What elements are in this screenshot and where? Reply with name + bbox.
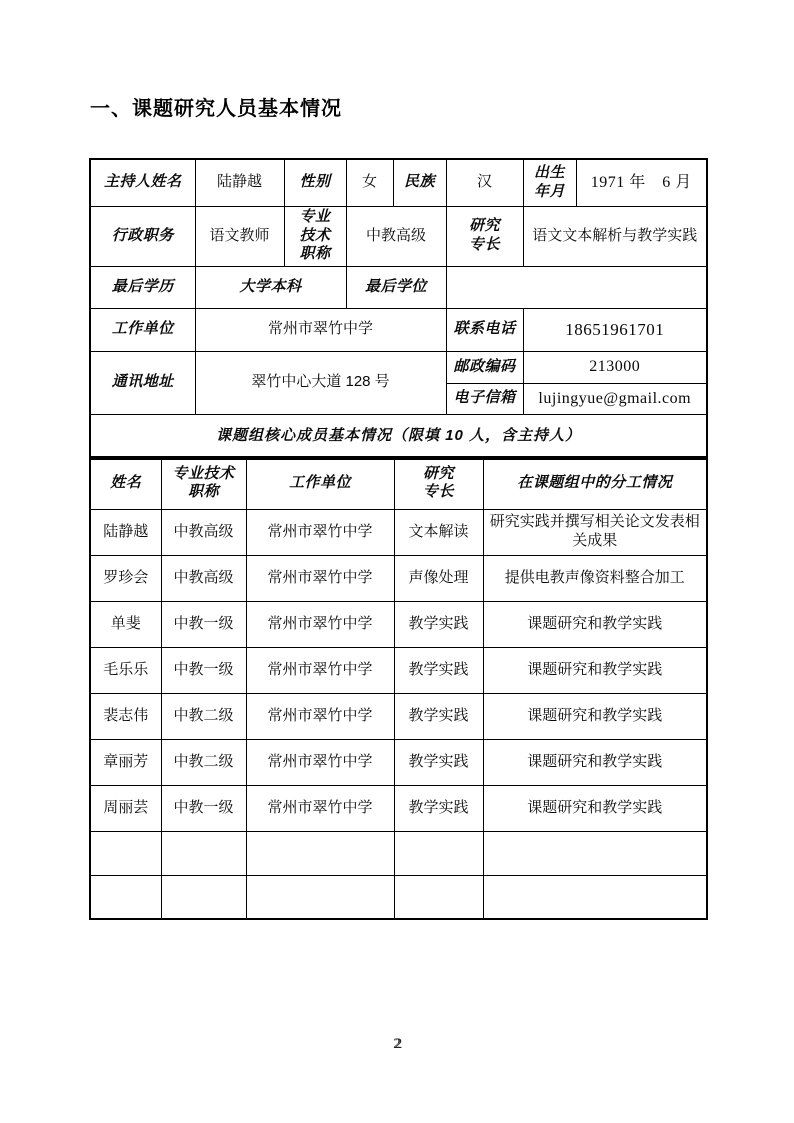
member-role: 提供电教声像资料整合加工: [483, 555, 707, 601]
admin-value: 语文教师: [195, 206, 284, 266]
member-name: [90, 831, 161, 875]
members-table: [89, 456, 708, 920]
leader-row-2: [90, 206, 707, 266]
member-row-empty: [90, 875, 707, 919]
birth-label: 出生年月: [523, 159, 576, 206]
member-workunit: 常州市翠竹中学: [246, 739, 394, 785]
leader-row-3: [90, 266, 707, 308]
member-specialty: 声像处理: [394, 555, 483, 601]
member-tech-title: 中教一级: [161, 601, 246, 647]
tech-title-value: 中教高级: [346, 206, 446, 266]
member-workunit: 常州市翠竹中学: [246, 601, 394, 647]
member-row: [90, 509, 707, 555]
member-role: 课题研究和教学实践: [483, 601, 707, 647]
page-number: 2: [393, 1036, 401, 1052]
member-specialty: [394, 831, 483, 875]
member-name: 罗珍会: [90, 555, 161, 601]
education-label: 最后学历: [90, 266, 195, 308]
member-workunit-header: 工作单位: [246, 457, 394, 509]
member-role: 课题研究和教学实践: [483, 647, 707, 693]
education-value: 大学本科: [195, 266, 346, 308]
member-name: 毛乐乐: [90, 647, 161, 693]
postcode-label: 邮政编码: [446, 351, 523, 383]
member-name: 单斐: [90, 601, 161, 647]
member-role: 研究实践并撰写相关论文发表相关成果: [483, 509, 707, 555]
member-tech-title: [161, 875, 246, 919]
member-workunit: 常州市翠竹中学: [246, 509, 394, 555]
member-specialty: [394, 875, 483, 919]
member-workunit: 常州市翠竹中学: [246, 693, 394, 739]
member-tech-title: 中教高级: [161, 555, 246, 601]
member-row: [90, 785, 707, 831]
member-role: 课题研究和教学实践: [483, 693, 707, 739]
member-row: [90, 601, 707, 647]
member-workunit: [246, 875, 394, 919]
member-specialty: 教学实践: [394, 601, 483, 647]
member-row: [90, 739, 707, 785]
specialty-value: 语文文本解析与教学实践: [523, 206, 707, 266]
member-name: 裴志伟: [90, 693, 161, 739]
member-row: [90, 693, 707, 739]
member-name: 周丽芸: [90, 785, 161, 831]
address-label: 通讯地址: [90, 351, 195, 414]
member-tech-title-header: 专业技术职称: [161, 457, 246, 509]
admin-label: 行政职务: [90, 206, 195, 266]
member-role: 课题研究和教学实践: [483, 739, 707, 785]
member-specialty: 文本解读: [394, 509, 483, 555]
member-workunit: 常州市翠竹中学: [246, 785, 394, 831]
gender-label: 性别: [284, 159, 346, 206]
leader-row-1: [90, 159, 707, 206]
phone-value: 18651961701: [523, 308, 707, 351]
members-section-header-row: [90, 414, 707, 459]
member-row-empty: [90, 831, 707, 875]
member-name-header: 姓名: [90, 457, 161, 509]
member-workunit: 常州市翠竹中学: [246, 555, 394, 601]
member-tech-title: 中教二级: [161, 693, 246, 739]
member-role: [483, 875, 707, 919]
leader-row-4: [90, 308, 707, 351]
member-specialty: 教学实践: [394, 739, 483, 785]
member-workunit: [246, 831, 394, 875]
ethnicity-label: 民族: [393, 159, 446, 206]
postcode-value: 213000: [523, 351, 707, 383]
member-tech-title: [161, 831, 246, 875]
leader-row-5a: [90, 351, 707, 383]
member-row: [90, 647, 707, 693]
member-workunit: 常州市翠竹中学: [246, 647, 394, 693]
address-value: 翠竹中心大道 128 号: [195, 351, 446, 414]
birth-value: 1971 年 6 月: [576, 159, 707, 206]
members-section-title: 课题组核心成员基本情况（限填 10 人，含主持人）: [90, 414, 707, 459]
member-name: 陆静越: [90, 509, 161, 555]
member-specialty: 教学实践: [394, 647, 483, 693]
degree-value: [446, 266, 707, 308]
phone-label: 联系电话: [446, 308, 523, 351]
page-title: 一、课题研究人员基本情况: [90, 98, 342, 120]
leader-name-value: 陆静越: [195, 159, 284, 206]
member-tech-title: 中教二级: [161, 739, 246, 785]
member-specialty: 教学实践: [394, 693, 483, 739]
member-tech-title: 中教高级: [161, 509, 246, 555]
member-row: [90, 555, 707, 601]
ethnicity-value: 汉: [446, 159, 523, 206]
gender-value: 女: [346, 159, 393, 206]
specialty-label: 研究专长: [446, 206, 523, 266]
tech-title-label: 专业技术职称: [284, 206, 346, 266]
workunit-value: 常州市翠竹中学: [195, 308, 446, 351]
degree-label: 最后学位: [346, 266, 446, 308]
member-tech-title: 中教一级: [161, 647, 246, 693]
email-label: 电子信箱: [446, 383, 523, 414]
email-value: lujingyue@gmail.com: [523, 383, 707, 414]
member-specialty-header: 研究专长: [394, 457, 483, 509]
member-role-header: 在课题组中的分工情况: [483, 457, 707, 509]
leader-info-table: [89, 158, 708, 460]
member-tech-title: 中教一级: [161, 785, 246, 831]
member-role: 课题研究和教学实践: [483, 785, 707, 831]
member-name: [90, 875, 161, 919]
members-header-row: [90, 457, 707, 509]
member-specialty: 教学实践: [394, 785, 483, 831]
member-role: [483, 831, 707, 875]
member-name: 章丽芳: [90, 739, 161, 785]
workunit-label: 工作单位: [90, 308, 195, 351]
leader-name-label: 主持人姓名: [90, 159, 195, 206]
